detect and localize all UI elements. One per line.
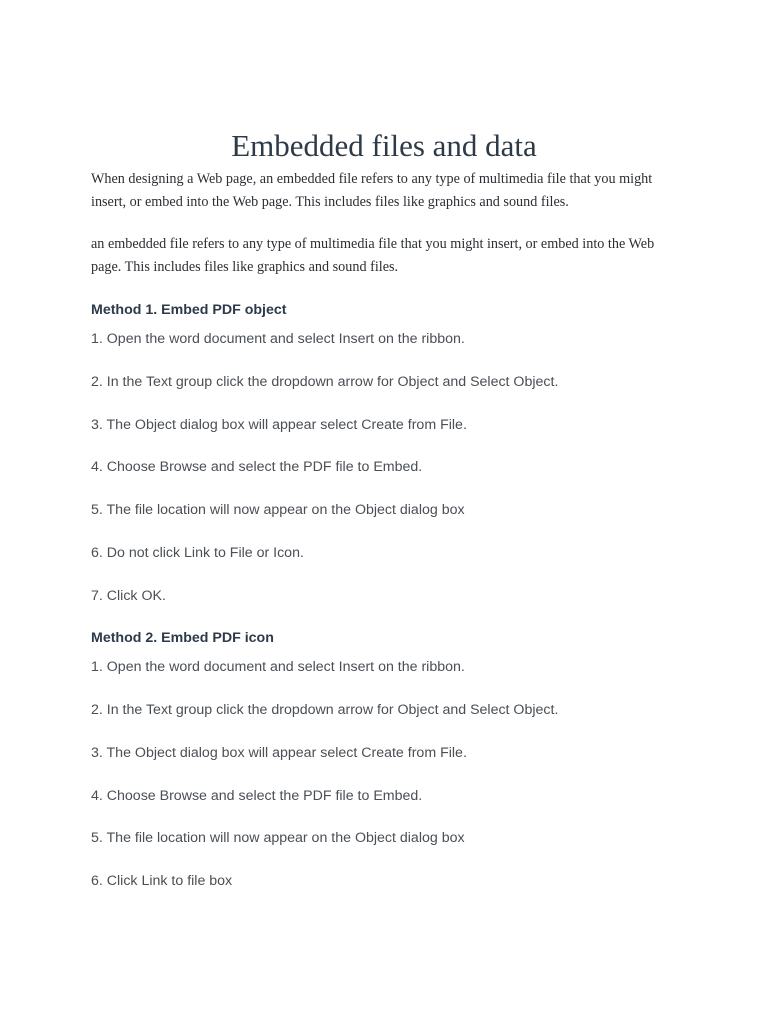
method1-step: 4. Choose Browse and select the PDF file to Embed. — [91, 459, 423, 475]
method2-step: 3. The Object dialog box will appear select Create from File. — [91, 745, 467, 761]
method2-step: 5. The file location will now appear on the Object dialog box — [91, 830, 465, 846]
method1-step: 3. The Object dialog box will appear select Create from File. — [91, 417, 467, 433]
method1-step: 7. Click OK. — [91, 588, 166, 604]
method2-step: 2. In the Text group click the dropdown arrow for Object and Select Object. — [91, 702, 559, 718]
second-paragraph: an embedded file refers to any type of multimedia file that you might insert, or embed into the Web page. This includes files like graphics and sound files. — [91, 236, 655, 275]
method2-step: 4. Choose Browse and select the PDF file to Embed. — [91, 788, 423, 804]
method2-heading: Method 2. Embed PDF icon — [91, 630, 274, 646]
intro-paragraph: When designing a Web page, an embedded file refers to any type of multimedia file that you might insert, or embed into the Web page. This includes files like graphics and sound files. — [91, 171, 653, 210]
method1-step: 5. The file location will now appear on the Object dialog box — [91, 502, 465, 518]
method1-step: 6. Do not click Link to File or Icon. — [91, 545, 304, 561]
method1-step: 2. In the Text group click the dropdown arrow for Object and Select Object. — [91, 374, 559, 390]
method2-step: 1. Open the word document and select Insert on the ribbon. — [91, 659, 465, 675]
method1-step: 1. Open the word document and select Insert on the ribbon. — [91, 331, 465, 347]
document-title: Embedded files and data — [231, 128, 537, 163]
method1-heading: Method 1. Embed PDF object — [91, 302, 287, 318]
method2-step: 6. Click Link to file box — [91, 873, 233, 889]
